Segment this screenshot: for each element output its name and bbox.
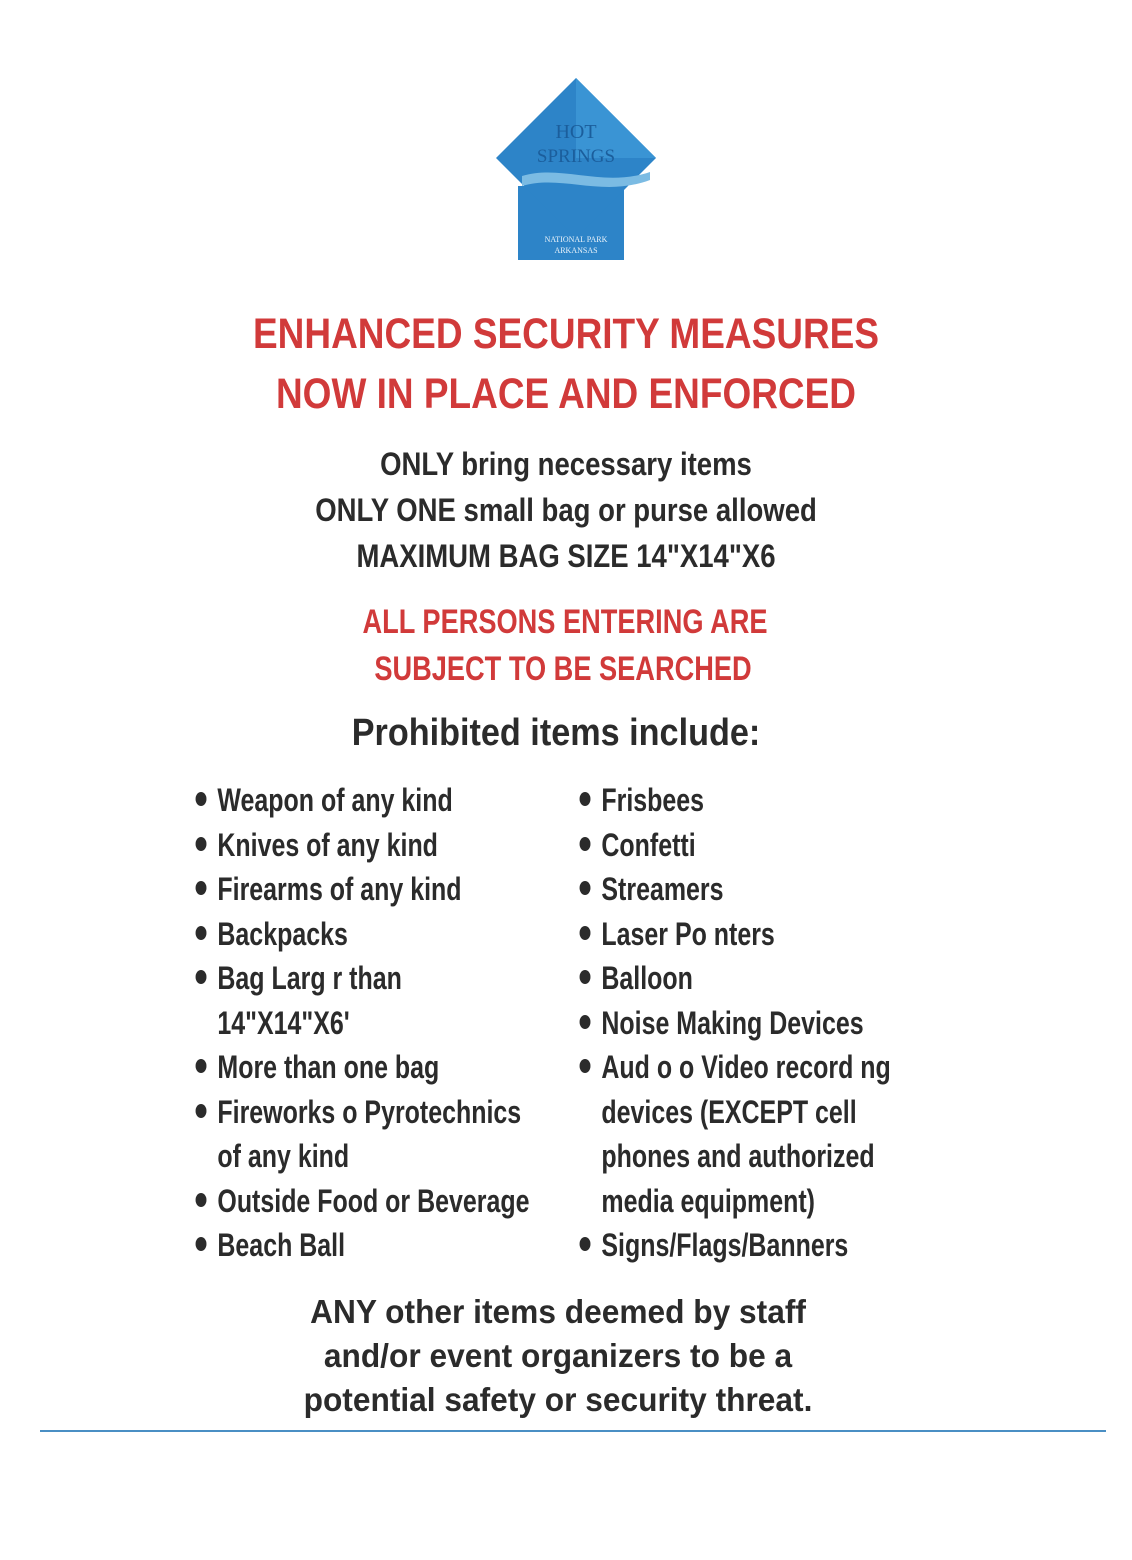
list-item-text: Fireworks o Pyrotechnics	[217, 1093, 522, 1130]
bullet-icon	[580, 1059, 591, 1073]
bullet-icon	[196, 926, 207, 940]
list-item-continuation	[578, 1179, 937, 1224]
list-item	[578, 912, 937, 957]
list-item	[194, 1045, 592, 1090]
list-item	[194, 1090, 592, 1135]
warning-line-1: ALL PERSONS ENTERING ARE	[362, 603, 768, 641]
list-item	[194, 912, 592, 957]
list-item-text: Weapon of any kind	[217, 782, 453, 818]
footer-notice	[15, 1290, 1102, 1422]
prohibited-list-left	[194, 778, 592, 1268]
list-item-text: Knives of any kind	[217, 826, 438, 863]
list-item-continuation	[194, 1134, 592, 1179]
list-item	[194, 1223, 592, 1268]
bullet-icon	[580, 1015, 591, 1029]
logo-caption-line2: ARKANSAS	[554, 246, 598, 255]
bullet-icon	[196, 881, 207, 895]
list-item-continuation	[194, 1001, 592, 1046]
logo-word-top: HOT	[555, 121, 597, 143]
warning-line-2: SUBJECT TO BE SEARCHED	[374, 650, 752, 688]
list-item-continuation	[578, 1134, 937, 1179]
list-item-text: phones and authorized	[601, 1138, 875, 1174]
list-item-text: Firearms of any kind	[217, 871, 462, 907]
footer-line-2: and/or event organizers to be a	[323, 1337, 793, 1374]
bullet-icon	[196, 837, 207, 851]
list-item-text: Beach Ball	[217, 1227, 346, 1263]
bullet-icon	[580, 1237, 591, 1251]
footer-line-1: ANY other items deemed by staff	[310, 1293, 806, 1330]
headline-line-2: NOW IN PLACE AND ENFORCED	[275, 370, 857, 418]
list-item-continuation	[578, 1090, 937, 1135]
headline-line-1: ENHANCED SECURITY MEASURES	[252, 310, 879, 358]
bullet-icon	[196, 792, 207, 806]
prohibited-heading: Prohibited items include:	[351, 712, 761, 754]
list-item-text: devices (EXCEPT cell	[601, 1093, 857, 1130]
list-item-text: Bag Larg r than	[217, 960, 402, 996]
list-item-text: Backpacks	[217, 915, 348, 952]
bullet-icon	[580, 792, 591, 806]
list-item	[578, 1223, 937, 1268]
list-item-text: media equipment)	[601, 1182, 815, 1219]
bullet-icon	[580, 970, 591, 984]
list-item-text: Laser Po nters	[601, 915, 775, 952]
list-item	[578, 1001, 937, 1046]
list-item	[194, 867, 592, 912]
list-item-text: Noise Making Devices	[601, 1004, 864, 1041]
bullet-icon	[196, 970, 207, 984]
rule-line-3: MAXIMUM BAG SIZE 14"X14"X6	[356, 538, 776, 574]
list-item-text: Outside Food or Beverage	[217, 1182, 530, 1219]
footer-divider	[40, 1430, 1106, 1432]
list-item	[578, 956, 937, 1001]
list-item	[194, 956, 592, 1001]
rule-line-1: ONLY bring necessary items	[380, 446, 752, 482]
logo-word-bottom: SPRINGS	[536, 146, 616, 167]
list-item-text: Confetti	[601, 826, 696, 863]
list-item-text: Signs/Flags/Banners	[601, 1227, 849, 1263]
bullet-icon	[196, 1059, 207, 1073]
list-item	[578, 778, 937, 823]
list-item	[194, 823, 592, 868]
bullet-icon	[580, 926, 591, 940]
prohibited-list-right	[578, 778, 937, 1268]
list-item-text: Streamers	[601, 871, 724, 907]
list-item	[578, 823, 937, 868]
footer-line-3: potential safety or security threat.	[303, 1381, 813, 1418]
list-item	[578, 867, 937, 912]
logo-caption-line1: NATIONAL PARK	[544, 235, 608, 244]
list-item-text: of any kind	[217, 1138, 350, 1174]
list-item-text: Aud o o Video record ng	[601, 1049, 891, 1085]
list-item-text: 14"X14"X6'	[217, 1004, 350, 1041]
bullet-icon	[580, 881, 591, 895]
bullet-icon	[580, 837, 591, 851]
list-item	[578, 1045, 937, 1090]
rule-line-2: ONLY ONE small bag or purse allowed	[315, 492, 817, 528]
bullet-icon	[196, 1237, 207, 1251]
bullet-icon	[196, 1104, 207, 1118]
bullet-icon	[196, 1193, 207, 1207]
list-item	[194, 1179, 592, 1224]
hot-springs-logo-icon	[492, 76, 660, 262]
list-item-text: More than one bag	[217, 1049, 440, 1085]
list-item-text: Frisbees	[601, 782, 705, 818]
list-item-text: Balloon	[601, 960, 693, 996]
list-item	[194, 778, 592, 823]
